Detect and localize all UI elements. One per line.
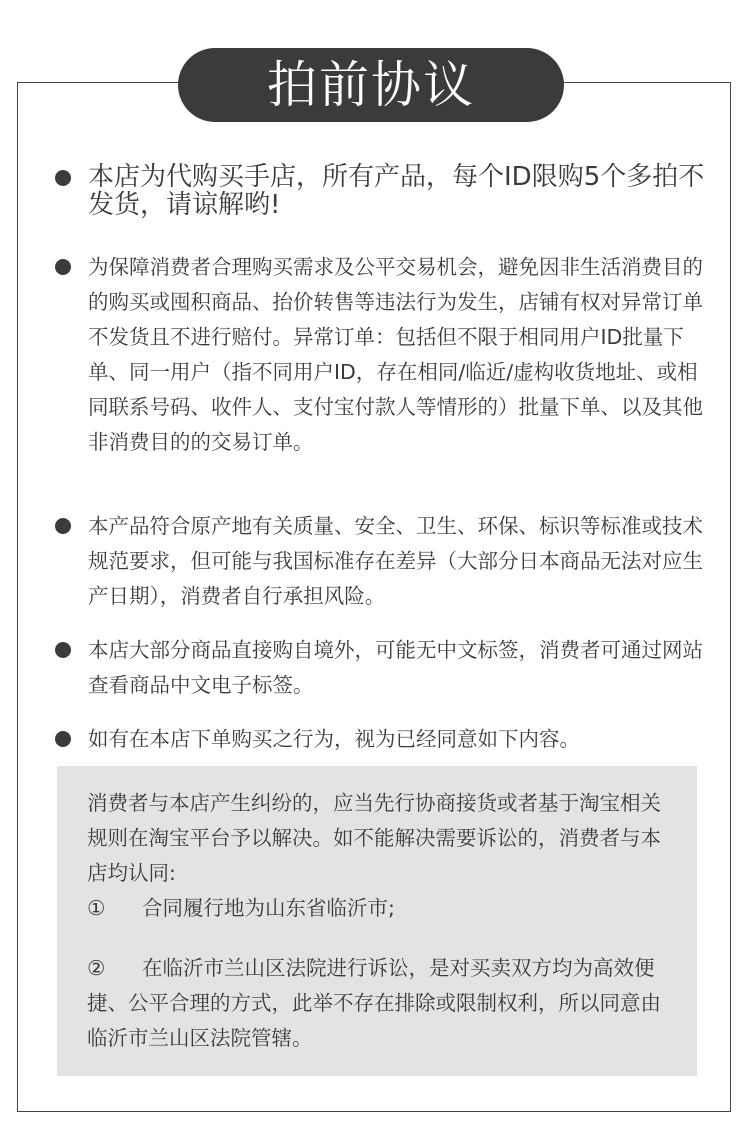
notice-text: 如有在本店下单购买之行为，视为已经同意如下内容。 (88, 727, 580, 751)
bullet-dot-icon (55, 731, 71, 747)
notice-item-2 (88, 250, 708, 460)
notice-text: 本产品符合原产地有关质量、安全、卫生、环保、标识等标准或技术规范要求，但可能与我国标准存在差异（大部分日本商品无法对应生产日期），消费者自行承担风险。 (88, 514, 703, 608)
notice-item-1 (88, 163, 708, 219)
bullet-dot-icon (55, 259, 71, 275)
notice-item-3 (88, 509, 708, 614)
notice-text: 本店大部分商品直接购自境外，可能无中文标签，消费者可通过网站查看商品中文电子标签。 (88, 638, 703, 697)
notice-text: 为保障消费者合理购买需求及公平交易机会，避免因非生活消费目的的购买或囤积商品、抬价转售等违法行为发生，店铺有权对异常订单不发货且不进行赔付。异常订单：包括但不限于相同用户ID批量下单、同一用户（指不同用户ID，存在相同/临近/虚构收货地址、或相同联系号码、收件人、支付宝付款人等情形的）批量下单、以及其他非消费目的的交易订单。 (88, 255, 703, 454)
bullet-dot-icon (55, 642, 71, 658)
notice-text: 本店为代购买手店，所有产品，每个ID限购5个多拍不发货，请谅解哟! (88, 162, 705, 220)
notice-item-4 (88, 633, 708, 703)
bullet-dot-icon (55, 170, 71, 186)
dispute-clause-2 (87, 951, 677, 1056)
dispute-clause-1 (87, 891, 677, 926)
page-title: 拍前协议 (178, 48, 564, 122)
dispute-intro: 消费者与本店产生纠纷的，应当先行协商接货或者基于淘宝相关规则在淘宝平台予以解决。如不能解决需要诉讼的，消费者与本店均认同: (87, 791, 661, 885)
bullet-dot-icon (55, 518, 71, 534)
clause-text: 合同履行地为山东省临沂市; (142, 896, 395, 920)
clause-number: ① (87, 896, 106, 920)
clause-text: 在临沂市兰山区法院进行诉讼，是对买卖双方均为高效便捷、公平合理的方式，此举不存在排除或限制权利，所以同意由临沂市兰山区法院管辖。 (87, 956, 661, 1050)
clause-number: ② (87, 956, 106, 980)
dispute-terms-box (57, 766, 697, 1076)
notice-item-5 (88, 722, 708, 757)
